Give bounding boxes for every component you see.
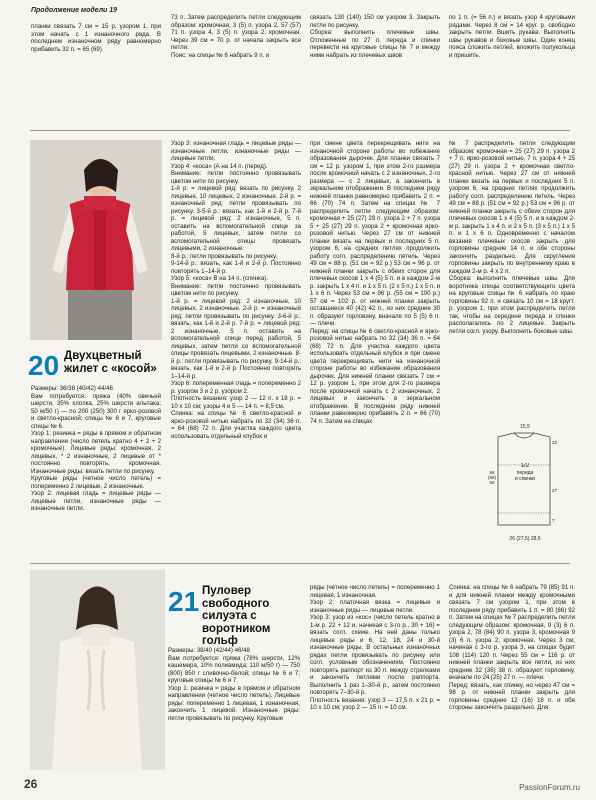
model-title-21: Пуловер свободного силуэта с воротником гольф bbox=[202, 585, 271, 647]
diagram-side-2: 27 bbox=[552, 488, 558, 493]
model-number-20: 20 bbox=[28, 350, 60, 381]
top-col-1: планки связать 7 см = 15 р. узором 1, при этом начать с 1 изнаночного ряда. В последнем изнаночном ряду равномерно прибавить 32 п. = 65 (69) bbox=[31, 23, 161, 53]
model20-col-a: Размеры: 36/38 (40/42) 44/46 Вам потребуется: пряжа (40% овечьей шерсти, 35% хлопка, 25% шерсти альпака; 50 м/50 г) — по 200 (250) 300 г ярко-розовой и светло-красной; спицы № 6 и 7, круговые спицы № 6. Узор 1: резинка = ряды в прямом и обратном направлении (число петель кратно 4 + 2 + 2 кромочные). Лицевые ряды: кромочная, 2 лицевых, * 2 изнаночные, 2 лицевые от * постоянно повторять, кромочная. Изнаночные ряды: вязать петли по рисунку. Круговые ряды (четное число петель) = попеременно 2 лицевые, 2 изнаночные. Узор 2: лицевая гладь = лицевые ряды — лицевые петли, изнаночные ряды — изнаночные петли. bbox=[31, 385, 161, 512]
top-col-4: по 1 п. (= 56 п.) и вязать узор 4 круговыми рядами. Через 8 см = 14 круг. р. свободно закрыть петли. Вшить рукава. Выполнить швы рукавов и боковые швы. Один конец пояса сложить петлей, вложить полукольца и пришить. bbox=[449, 14, 575, 59]
diagram-side-1: 22 bbox=[552, 440, 558, 445]
section-divider-2 bbox=[30, 563, 570, 564]
vest-photo bbox=[30, 140, 162, 340]
diagram-center-3: и спинки bbox=[515, 476, 535, 482]
top-col-3: связать 130 (140) 150 см узором 3. Закрыть петли по рисунку. Сборка: выполнить плечевые швы. Отложенные по 27 п. переда и спинки перевести на круговые спицы № 7 и между ними набрать из плечевых швов bbox=[310, 14, 440, 59]
model-title-20: Двухцветный жилет с «косой» bbox=[64, 350, 157, 375]
site-watermark: PassionForum.ru bbox=[519, 783, 580, 792]
model21-col-a: Размеры: 38/40 (42/44) 46/48 Вам потребуется: пряжа (78% шерсти, 12% кашемира, 10% полиамида; 110 м/50 г) — 750 (800) 850 г сливочно-белой; спицы № 6 и 7; круговые спицы № 6 и 7. Узор 1: резинка = ряды в прямом и обратном направлении (четное число петель). Лицевые ряды: попеременно 1 лицевая, 1 изнаночная, закончить 1 лицевой. Изнаночные ряды: петли провязывать по рисунку. Круговые bbox=[168, 647, 300, 722]
model21-col-b: ряды (четное число петель) = попеременно 1 лицевая, 1 изнаночная. Узор 2: платочная вязка = лицевые и изнаночные ряды — лицевые петли. Узор 3: узор из «кос» (число петель кратно в 1-м р. 22 + 12 и, начиная с 3-го р., 30 + 16) = вязать согл. схеме. На ней даны только лицевые ряды и 6, 12, 18, 24 и 30-й изнаночные ряды. В остальных изнаночных рядах петли провязывать по рисунку или согл. условным обозначениям. Постоянно повторять раппорт из 30 п. между стрелками и закончить петлями после раппорта. Выполнить 1 раз 1–30-й р., затем постоянно повторять 7–30-й р. Плотность вязания: узор 3 — 17,5 п. x 21 р. = 10 x 10 см; узор 2 — 15 п. = 10 см. bbox=[310, 584, 440, 711]
diagram-bottom-label: 26 (27,5) 28,5 bbox=[509, 536, 541, 542]
model21-col-c: Спинка: на спицы № 6 набрать 79 (85) 91 п. и для нижней планки между кромочными связать 7 см узором 1, при этом в последнем ряду прибавить 1 п. = 80 (86) 92 п. Затем на спицах № 7 распределить петли следующим образом: кромочная, 9 (3) 6 п. узора 2, 78 (84) 90 п. узора 3, кромочная 9 (3) 6 п. узора 2, кромочная. Через 3 см, начиная с 3-го р. узора 3, на спицах будет 108 (114) 120 п. Через 55 см = 116 р. от нижней планки закрыть все петли, из них средние 32 (36) 38 п. образуют горловину, вначале по 24 (25) 27 п. — плечи. Перед: вязать, как спинку, но через 47 см = 98 р. от нижней планки закрыть для горловины средние 12 (16) 18 п. и обе стороны закончить раздельно. Для bbox=[449, 584, 575, 711]
model-number-21: 21 bbox=[168, 586, 200, 617]
continuation-heading: Продолжение модели 19 bbox=[31, 7, 118, 14]
model20-col-c: при смене цвета перекрещивать нити на изнаночной стороне работы во избежание образования дырочек. Для планки связать 7 см = 12 р. узором 1, при этом 2-го размера после кромочной начать с 2 изнаночных, 2-го размера — с 2 лицевых, а закончить в зеркальном отображении. В последнем ряду нижней планки равномерно прибавить 2 п. = 66 (70) 74 п. Затем на спицах № 7 распределить петли следующим образом: кромочная + 25 (27) 29 п. узора 2 + 7 п. узора 5 + 25 (27) 29 п. узора 2 + кромочная ярко-розовой нитью. Через 27 см от нижней планки вязать на первых и последних 5 п. узором 6, на средних петлях продолжить работу согл. распределению петель. Через 49 см = 88 р. (51 см = 92 р.) 53 см = 96 р. от нижней планки закрыть с обеих сторон для плечевых скосов 1 x 4 (5) 5 п. и в каждом 2-м р. закрыть 1 x 4 п. и 1 x 5 п. (2 x 5 п.) 1 x 5 п. и 1 x 6 п. Через 53 см = 96 р. (55 см = 100 р.) 57 см = 102 р. от нижней планки закрыть оставшиеся 40 (42) 42 п., из них средние 30 п. образуют горловину, вначале по 5 (5) 6 п. — плечи. Перед: на спицы № 6 светло-красной и ярко-розовой нитью набрать по 32 (34) 36 п. = 64 (68) 72 п. Для участка каждого цвета использовать отдельный клубок и при смене цвета перекрещивать нити на изнаночной стороне работы во избежание образования дырочек. Для нижней планки связать 7 см = 12 р. узором 1, при этом для 2-го размера после кромочной начать с 2 изнаночных, 2 лицевых и закончить в зеркальном отображении. В последнем ряду нижней планки равномерно прибавить 2 п. = 66 (70) 74 п. Затем на спицах bbox=[310, 140, 440, 425]
diagram-top-label: 15,5 bbox=[520, 424, 530, 430]
model20-col-b: Узор 3: изнаночная гладь = лицевые ряды — изнаночные петли, изнаночные ряды — лицевые петли. Узор 4: «коса» (А на 14 п. (перед). Внимание: петли постоянно провязывать цветом нити по рисунку. 1-й р. = лицевой ряд: вязать по рисунку, 2 лицевые, 10 лицевых, 2 изнаночные. 2-й р. = изнаночный ряд: петли провязывать по рисунку. 3-5-й р.: вязать, как 1-й и 2-й р. 7-й р. = лицевой ряд: 2 изнаночные, 5 п. оставить на вспомогательной спице за работой, 5 лицевых, затем петли со вспомогательной спицы провязать лицевыми, 2 изнаночные. 8-й р.: петли провязывать по рисунку. 9-14-й р.: вязать, как 1-й и 2-й р. Постоянно повторять 1–14-й р. Узор 5: «коса» В на 14 п. (спинка). Внимание: петли постоянно провязывать цветом нити по рисунку. 1-й р. = лицевой ряд: 2 изнаночные, 10 лицевых, 2 изнаночные. 2-й р. = изнаночный ряд: петли провязывать по рисунку. 3-6-й р.: вязать, как 1-й и 2-й р. 7-й р. = лицевой ряд: 2 изнаночные, 5 п. оставить на вспомогательной спице перед работой, 5 лицевых, затем петли со вспомогательной спицы провязать лицевыми, 2 изнаночные. 8-й р.: петли провязывать по рисунку. 9-14-й р.: вязать, как 1-й и 2-й р. Постоянно повторять 1–14-й р. Узор 6: попеременная гладь = попеременно 2 р. узором 3 и 2 р. узором 2. Плотность вязания: узор 2 — 12 п. x 18 р. = 10 x 10 см; узоры 4 и 5 — 14 п. = 8,5 см. Спинка: на спицы № 6 светло-красной и ярко-розовой нитью набрать по 32 (34) 36 п. = 64 (68) 72 п. Для участка каждого цвета использовать отдельный клубок и bbox=[171, 140, 301, 440]
diagram-left-label: 56 (58) 60 bbox=[487, 470, 496, 485]
page-number: 26 bbox=[24, 777, 38, 791]
diagram-center-1: 1/2 bbox=[520, 463, 530, 469]
diagram-side-3: 7 bbox=[552, 518, 555, 523]
diagram-center-2: переда bbox=[516, 470, 534, 476]
top-col-2: 73 п. Затем распределить петли следующим образом: кромочная, 3 (5) п. узора 2, 57 (57) 71 п. узора 4, 3 (5) п. узора 2, кромочная. Через 39 см = 70 р. от начала закрыть все петли. Пояс: на спицы № 6 набрать 9 п. и bbox=[171, 14, 301, 59]
pullover-photo bbox=[30, 570, 165, 770]
model20-col-d: № 7 распределить петли следующим образом: кромочная = 25 (27) 29 п. узора 2 + 7 п. ярко-розовой нитью, 7 п. узора 4 + 25 (27) 29 п. узора 2 + кромочная светло-красной нитью. Через 27 см от нижней планки вязать на первых и последних 5 п. узором 6, на средних петлях продолжить работу согл. распределению петель. Через 49 см = 88 р. (51 см = 92 р.) 53 см = 96 р. от нижней планки закрыть с обеих сторон для плечевых скосов 1 x 4 (5) 5 п. и в каждом 2-м р. закрыть 1 x 4 п. и 2 x 5 п. (3 x 5 п.) 1 x 5 п. и 1 x 6 п. Одновременно с началом вязания плечевых скосов закрыть для горловины средние 14 п. и обе стороны закончить раздельно. Для скругления горловины закрыть по внутреннему краю в каждом 2-м р. 4 x 2 п. Сборка: выполнить плечевые швы. Для воротника спицы соответствующего цвета на круговые спицы № 6 набрать по краю горловины 92 п. и связать 10 см = 18 кругт. р. узором 1, при этом распределить петли так, чтобы на середине переда и спинки располагались по 2 лицевые. Закрыть петли согл. узору. Выполнить боковые швы. bbox=[449, 140, 575, 335]
section-divider bbox=[30, 130, 570, 131]
